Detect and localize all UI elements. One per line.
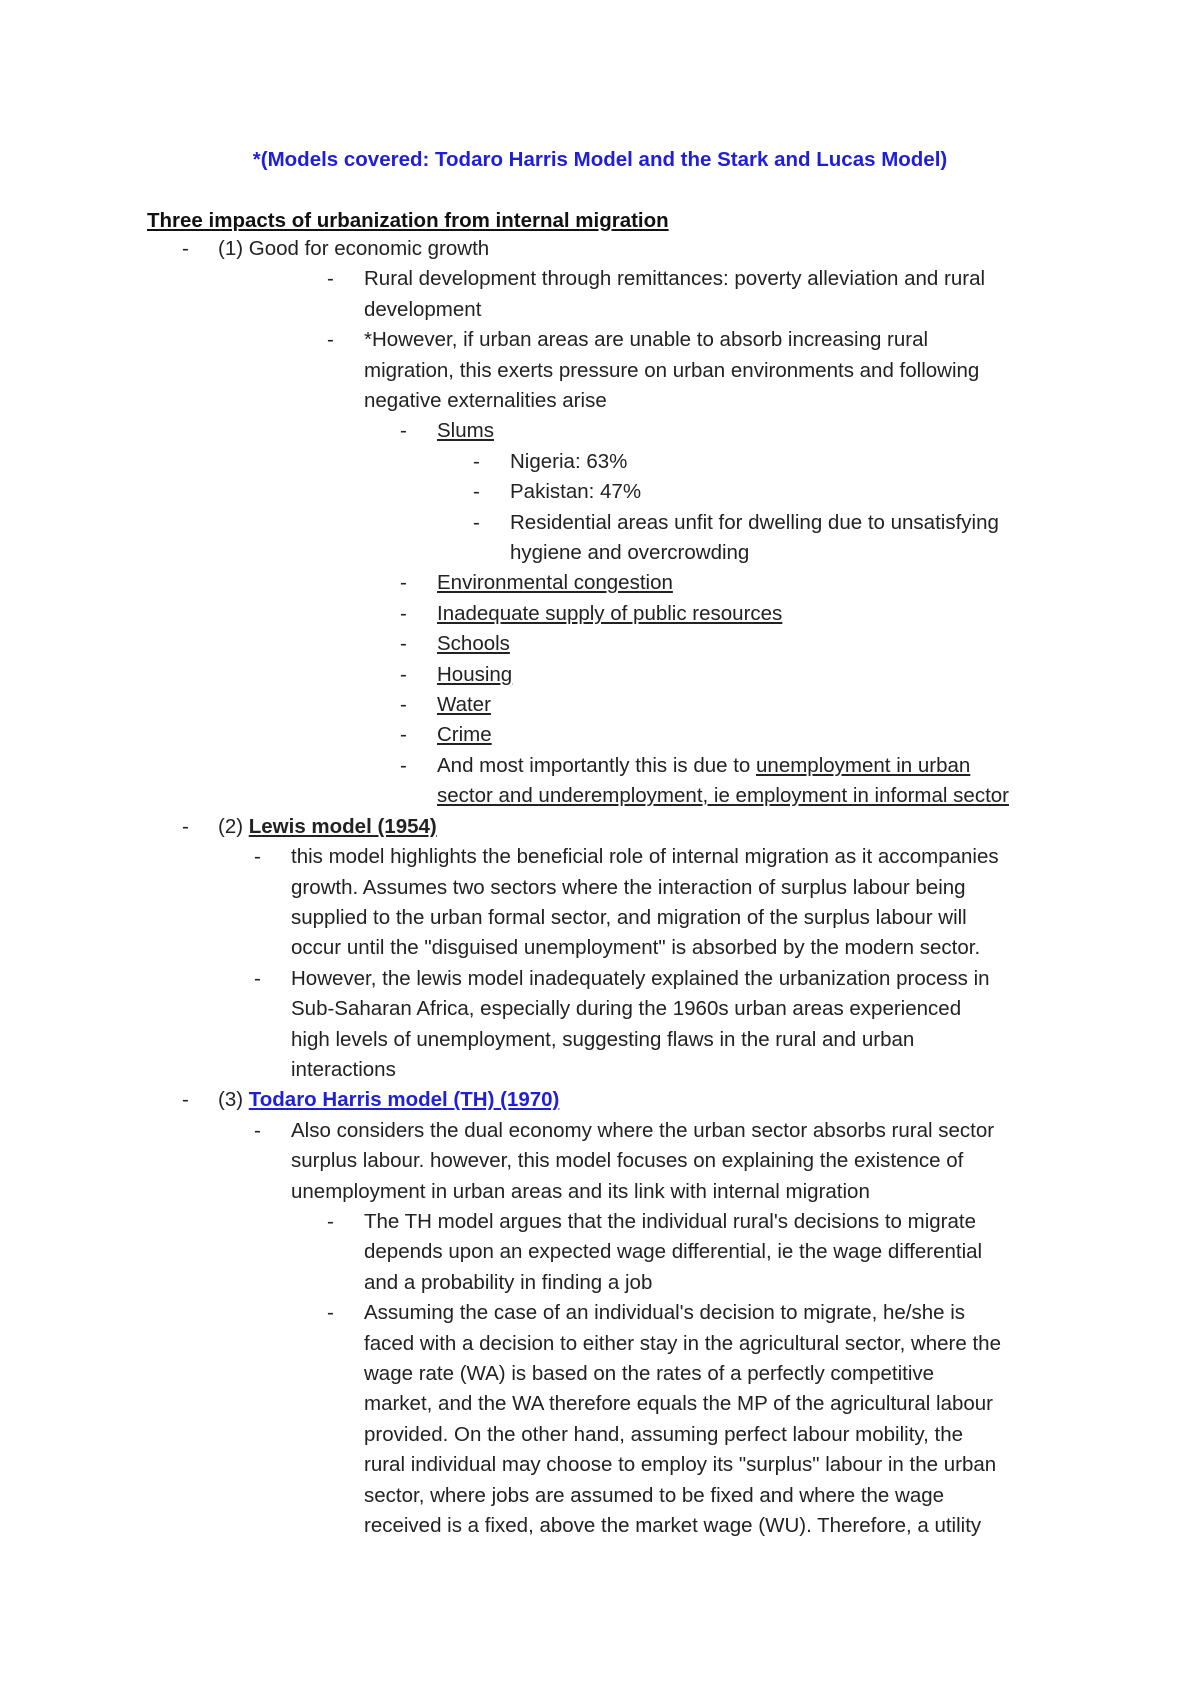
most-importantly-line (437, 751, 970, 781)
impact-2-label (218, 812, 437, 842)
residential-item: Residential areas unfit for dwelling due to unsatisfying (510, 511, 999, 534)
nigeria-item: Nigeria: 63% (510, 450, 628, 473)
bullet-dash: - (400, 632, 407, 655)
crime-item: Crime (437, 723, 492, 746)
th-sub-2: provided. On the other hand, assuming perfect labour mobility, the (364, 1423, 964, 1446)
bullet-dash: - (400, 723, 407, 746)
bullet-dash: - (473, 511, 480, 534)
rural-development-text: development (364, 298, 482, 321)
th-sub-2: sector, where jobs are assumed to be fixed and where the wage (364, 1484, 945, 1507)
th-sub-1: depends upon an expected wage differential, ie the wage differential (364, 1240, 983, 1263)
bullet-dash: - (327, 328, 334, 351)
lewis-paragraph-1: growth. Assumes two sectors where the interaction of surplus labour being (291, 876, 966, 899)
impact-1-label: (1) Good for economic growth (218, 237, 490, 260)
lewis-paragraph-2: high levels of unemployment, suggesting flaws in the rural and urban (291, 1028, 915, 1051)
bullet-dash: - (182, 1088, 189, 1111)
bullet-dash: - (254, 1119, 261, 1142)
most-importantly-text: And most importantly this is due to (437, 754, 757, 777)
bullet-dash: - (400, 663, 407, 686)
unemployment-phrase: unemployment in urban (756, 754, 971, 777)
schools-item: Schools (437, 632, 510, 655)
however-text: migration, this exerts pressure on urban environments and following (364, 359, 980, 382)
water-item: Water (437, 693, 491, 716)
th-paragraph-1: unemployment in urban areas and its link with internal migration (291, 1180, 870, 1203)
lewis-paragraph-1: this model highlights the beneficial role of internal migration as it accompanies (291, 845, 999, 868)
th-sub-2: rural individual may choose to employ its "surplus" labour in the urban (364, 1453, 997, 1476)
bullet-dash: - (400, 602, 407, 625)
th-sub-2: Assuming the case of an individual's decision to migrate, he/she is (364, 1301, 966, 1324)
th-sub-1: and a probability in finding a job (364, 1271, 653, 1294)
th-sub-2: faced with a decision to either stay in the agricultural sector, where the (364, 1332, 1001, 1355)
th-paragraph-1: surplus labour. however, this model focuses on explaining the existence of (291, 1149, 964, 1172)
lewis-paragraph-1: occur until the "disguised unemployment" is absorbed by the modern sector. (291, 936, 981, 959)
th-sub-1: The TH model argues that the individual rural's decisions to migrate (364, 1210, 977, 1233)
bullet-dash: - (400, 693, 407, 716)
bullet-dash: - (400, 754, 407, 777)
lewis-paragraph-2: Sub-Saharan Africa, especially during the 1960s urban areas experienced (291, 997, 962, 1020)
bullet-dash: - (327, 1301, 334, 1324)
bullet-dash: - (182, 237, 189, 260)
lewis-paragraph-1: supplied to the urban formal sector, and migration of the surplus labour will (291, 906, 967, 929)
pakistan-item: Pakistan: 47% (510, 480, 642, 503)
bullet-dash: - (182, 815, 189, 838)
bullet-dash: - (254, 845, 261, 868)
th-sub-2: market, and the WA therefore equals the MP of the agricultural labour (364, 1392, 994, 1415)
bullet-dash: - (327, 1210, 334, 1233)
bullet-dash: - (400, 419, 407, 442)
th-sub-2: wage rate (WA) is based on the rates of a perfectly competitive (364, 1362, 935, 1385)
bullet-dash: - (327, 267, 334, 290)
however-text: negative externalities arise (364, 389, 607, 412)
residential-item: hygiene and overcrowding (510, 541, 750, 564)
underemployment-phrase: sector and underemployment, ie employment in informal sector (437, 784, 1009, 807)
bullet-dash: - (400, 571, 407, 594)
todaro-harris-link[interactable]: Todaro Harris model (TH) (1970) (248, 1088, 560, 1111)
bullet-dash: - (254, 967, 261, 990)
bullet-dash: - (473, 480, 480, 503)
however-text: *However, if urban areas are unable to absorb increasing rural (364, 328, 929, 351)
public-resources-item: Inadequate supply of public resources (437, 602, 783, 625)
lewis-paragraph-2: However, the lewis model inadequately explained the urbanization process in (291, 967, 990, 990)
lewis-model-title: Lewis model (1954) (248, 815, 437, 838)
th-sub-2: received is a fixed, above the market wage (WU). Therefore, a utility (364, 1514, 982, 1537)
environmental-congestion-item: Environmental congestion (437, 571, 673, 594)
slums-item: Slums (437, 419, 494, 442)
rural-development-text: Rural development through remittances: poverty alleviation and rural (364, 267, 986, 290)
th-paragraph-1: Also considers the dual economy where the urban sector absorbs rural sector (291, 1119, 995, 1142)
section-heading: Three impacts of urbanization from internal migration (147, 209, 669, 232)
impact-3-prefix: (3) (218, 1088, 249, 1111)
impact-3-label (218, 1085, 559, 1115)
impact-2-prefix: (2) (218, 815, 249, 838)
housing-item: Housing (437, 663, 513, 686)
bullet-dash: - (473, 450, 480, 473)
document-title: *(Models covered: Todaro Harris Model and the Stark and Lucas Model) (252, 148, 948, 171)
lewis-paragraph-2: interactions (291, 1058, 396, 1081)
